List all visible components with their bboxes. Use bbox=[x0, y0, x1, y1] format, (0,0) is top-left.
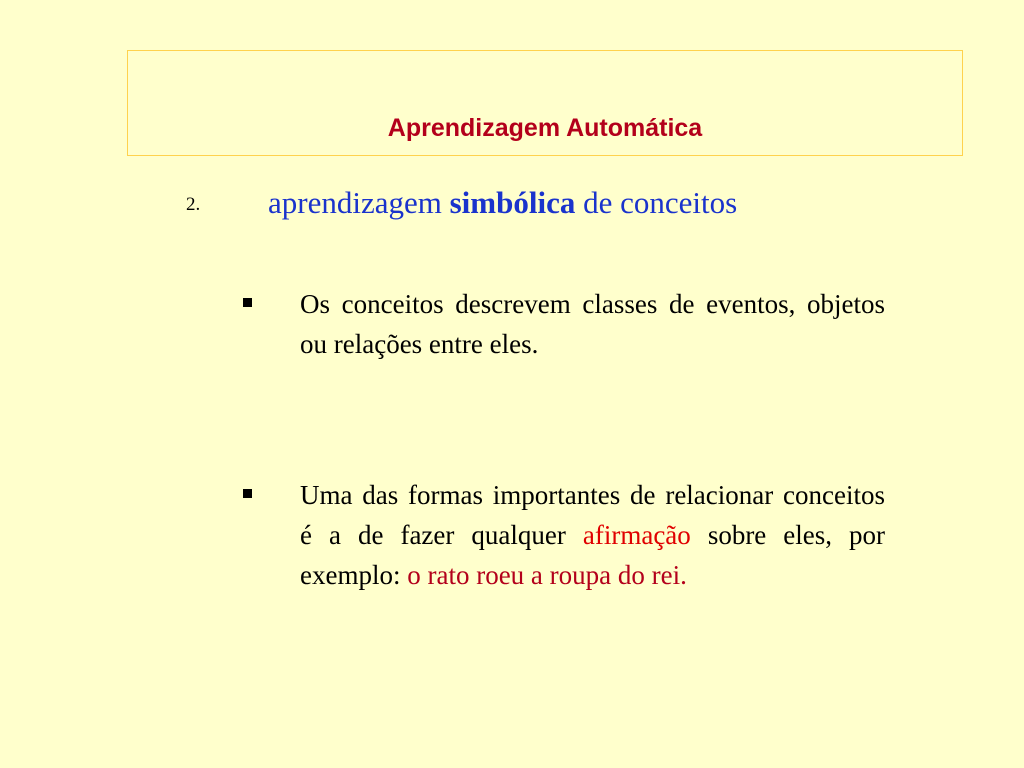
bullet-2-text-before: Uma das formas importantes de relacionar conceitos é a de fazer qualquer bbox=[300, 480, 885, 550]
bullet-marker-1 bbox=[243, 298, 252, 307]
bullet-2-highlight: afirmação bbox=[582, 520, 691, 550]
slide-title: Aprendizagem Automática bbox=[387, 114, 703, 142]
item-number: 2. bbox=[186, 194, 201, 215]
heading-post: de conceitos bbox=[583, 185, 738, 220]
bullet-2-example: o rato roeu a roupa do rei. bbox=[407, 560, 687, 590]
heading-pre: aprendizagem bbox=[268, 185, 442, 220]
section-heading bbox=[268, 184, 737, 222]
bullet-text-1: Os conceitos descrevem classes de eventos, objetos ou relações entre eles. bbox=[300, 289, 885, 359]
heading-bold: simbólica bbox=[449, 185, 576, 220]
title-box bbox=[127, 50, 963, 156]
bullet-marker-2 bbox=[243, 489, 252, 498]
bullet-2-text-middle: sobre eles, por exemplo: bbox=[300, 520, 886, 590]
bullet-text-2 bbox=[300, 475, 885, 595]
